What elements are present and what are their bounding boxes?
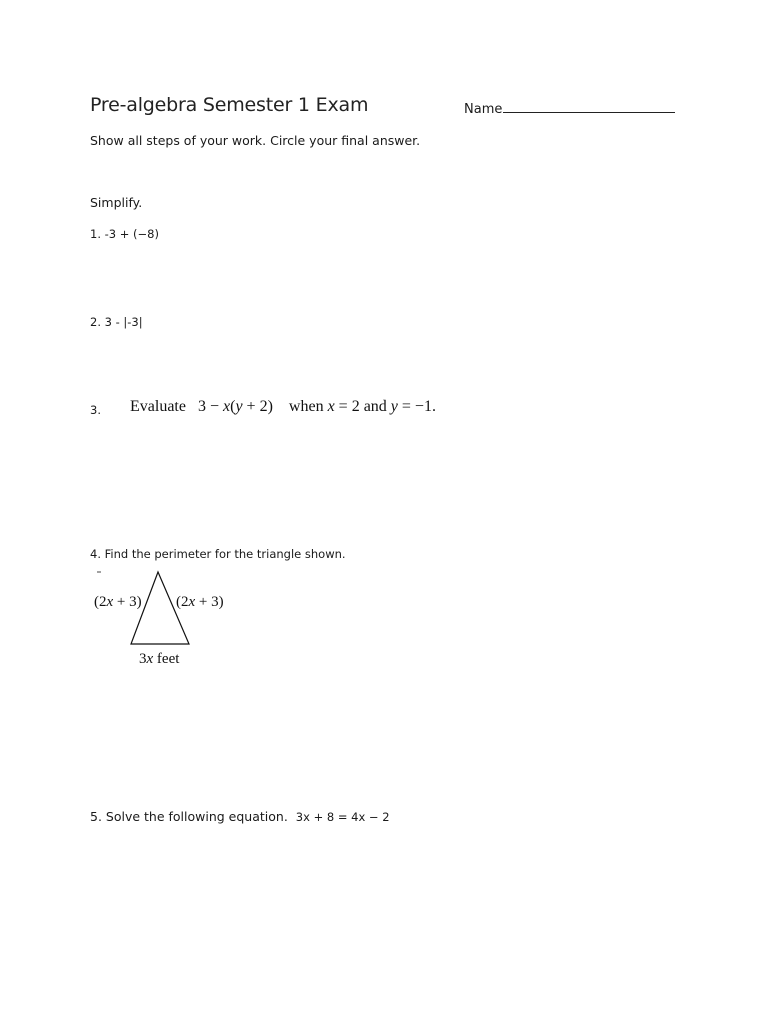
question-5 [90, 809, 390, 824]
name-label: Name [464, 102, 503, 117]
q3-eq-x: = 2 and [334, 398, 391, 415]
question-2: 2. 3 - |-3| [90, 315, 143, 329]
question-3-text [130, 398, 436, 416]
question-3-number: 3. [90, 403, 101, 417]
instructions-text: Show all steps of your work. Circle your final answer. [90, 133, 421, 148]
triangle-right-label: (2x + 3) [176, 594, 224, 610]
q3-expr-3: + 2) [242, 398, 273, 415]
section-heading: Simplify. [90, 195, 143, 210]
q3-when: when [288, 398, 328, 415]
q3-expr-2: ( [230, 398, 236, 415]
q3-prefix: Evaluate [130, 398, 190, 415]
triangle-figure [96, 566, 206, 656]
q3-expr-x: x [223, 398, 231, 415]
name-blank-line[interactable] [503, 100, 675, 113]
triangle-base-label: 3x feet [139, 651, 180, 667]
question-1: 1. -3 + (−8) [90, 227, 159, 241]
q3-expr-1: 3 − [197, 398, 223, 415]
name-field [464, 100, 675, 117]
triangle-left-label: (2x + 3) [94, 594, 142, 610]
q3-var-y: y [390, 398, 398, 415]
page-title: Pre-algebra Semester 1 Exam [90, 94, 369, 116]
q3-expr-y: y [235, 398, 243, 415]
question-5-equation: 3x + 8 = 4x − 2 [295, 810, 390, 824]
question-4: 4. Find the perimeter for the triangle shown. [90, 547, 346, 561]
q3-eq-y: = −1. [397, 398, 436, 415]
q3-var-x: x [327, 398, 335, 415]
question-5-text: 5. Solve the following equation. [90, 809, 288, 824]
